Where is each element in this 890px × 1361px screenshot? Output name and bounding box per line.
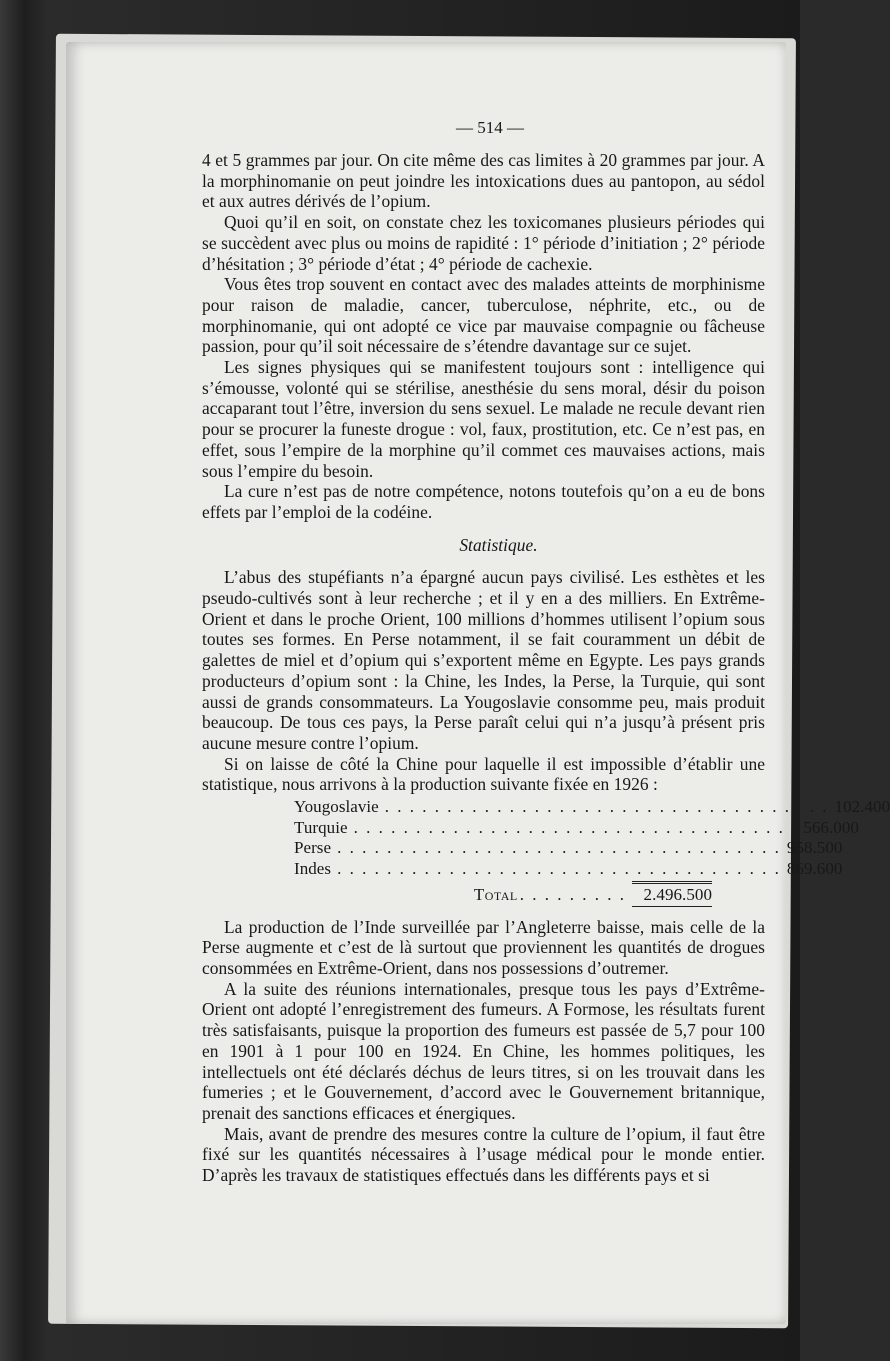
paragraph: La production de l’Inde surveillée par l’Angleterre baisse, mais celle de la Perse augmente et c’est de là surtout que proviennent les quantités de drogues consommées en Extrême-Orient, dans nos possessions d’outremer.	[202, 916, 765, 978]
total-label: Total	[473, 885, 518, 905]
table-row	[294, 838, 843, 859]
paragraph: A la suite des réunions internationales, presque tous les pays d’Extrême-Orient ont adopté l’enregistrement des fumeurs. A Formose, les résultats furent très satisfaisants, puisque la proportion des fumeurs est passée de 5,7 pour 100 en 1901 à 1 pour 100 en 1924. En Chine, les hommes politiques, les intellectuels ont été déclarés déchus de leurs titres, si on les trouvait dans les fumeries ; et le Gouvernement, d’accord avec le Gouvernement britannique, prenait des sanctions efficaces et énergiques.	[202, 978, 765, 1123]
paragraph: Si on laisse de côté la Chine pour laquelle il est impossible d’établir une statistique, nous arrivons à la production suivante fixée en 1926 :	[202, 753, 765, 795]
paragraph: 4 et 5 grammes par jour. On cite même des cas limites à 20 grammes par jour. A la morphinomanie on peut joindre les intoxications dues au pantopon, au sédol et aux autres dérivés de l’opium.	[202, 150, 765, 212]
paragraph: La cure n’est pas de notre compétence, notons toutefois qu’on a eu de bons effets par l’emploi de la codéine.	[202, 481, 765, 522]
country-name: Turquie	[294, 817, 348, 837]
section-heading: Statistique.	[459, 534, 538, 555]
paragraph: Mais, avant de prendre des mesures contre la culture de l’opium, il faut être fixé sur les quantités nécessaires à l’usage médical pour le monde entier. D’après les travaux de statistiques effectués dans les différents pays et si	[202, 1123, 765, 1186]
paragraph: L’abus des stupéfiants n’a épargné aucun pays civilisé. Les esthètes et les pseudo-cultivés sont à leur recherche ; et il y en a des milliers. En Extrême-Orient et dans le proche Orient, 100 millions d’hommes utilisent l’opium sous toutes ses formes. En Perse notamment, il se fait couramment un débit de galettes de miel et d’opium qui s’exportent même en Egypte. Les pays grands producteurs d’opium sont : la Chine, les Indes, la Perse, la Turquie, qui sont aussi de grands consommateurs. La Yougoslavie consomme peu, mais produit beaucoup. De tous ces pays, la Perse paraît celui qui n’a jusqu’à présent pris aucune mesure contre l’opium.	[202, 567, 765, 753]
page-body	[202, 150, 890, 1186]
country-name: Perse	[294, 838, 332, 858]
leader-dots: . . . . . . . . . . . . . . . . . . . . . . . . . . . . . . . . . . . .	[384, 797, 829, 817]
total-row	[294, 881, 712, 907]
paragraph: Les signes physiques qui se manifestent toujours sont : intelligence qui s’émousse, volonté qui se stérilise, anesthésie du sens moral, désir du poison accaparant tout l’être, inversion du sens sexuel. Le malade ne recule devant rien pour se procurer la funeste drogue : vol, faux, prostitution, etc. Ce n’est pas, en effet, sous l’empire de la morphine qu’il commet ces mauvaises actions, mais sous l’empire du besoin.	[202, 357, 765, 481]
paragraph: Vous êtes trop souvent en contact avec des malades atteints de morphinisme pour raison de maladie, cancer, tuberculose, néphrite, etc., ou de morphinomanie, qui ont adopté ce vice par mauvaise compagnie ou fâcheuse passion, pour qu’il soit nécessaire de s’étendre davantage sur ce sujet.	[202, 274, 765, 357]
leader-dots: . . . . . . . . . . . . . . . . . . . . . . . . . . . . . . . . . . . .	[337, 838, 781, 858]
country-name: Indes	[294, 858, 332, 878]
production-value: 958.500	[786, 838, 843, 858]
production-value: 566.000	[803, 817, 859, 837]
production-value: 869.600	[786, 858, 843, 878]
paragraph: Quoi qu’il en soit, on constate chez les toxicomanes plusieurs périodes qui se succèdent avec plus ou moins de rapidité : 1° période d’initiation ; 2° période d’hésitation ; 3° période d’état ; 4° période de cachexie.	[202, 212, 765, 274]
leader-dots: . . . . . . . . . . . . . . . . . . . . . . . . . . . . . . . . . . . .	[337, 858, 781, 878]
table-row	[294, 817, 859, 839]
leader-dots: . . . . . . . . . . . . . . . . . . . . . . . . . . . . . . . . . . . .	[353, 817, 798, 837]
page-number: — 514 —	[456, 118, 524, 137]
leader-dots: . . . . . . . . .	[519, 885, 626, 905]
production-value: 102.400	[834, 797, 890, 817]
production-table	[294, 797, 890, 907]
table-row	[294, 858, 843, 880]
total-value: 2.496.500	[632, 881, 712, 907]
country-name: Yougoslavie	[294, 797, 379, 817]
table-row	[294, 797, 890, 818]
